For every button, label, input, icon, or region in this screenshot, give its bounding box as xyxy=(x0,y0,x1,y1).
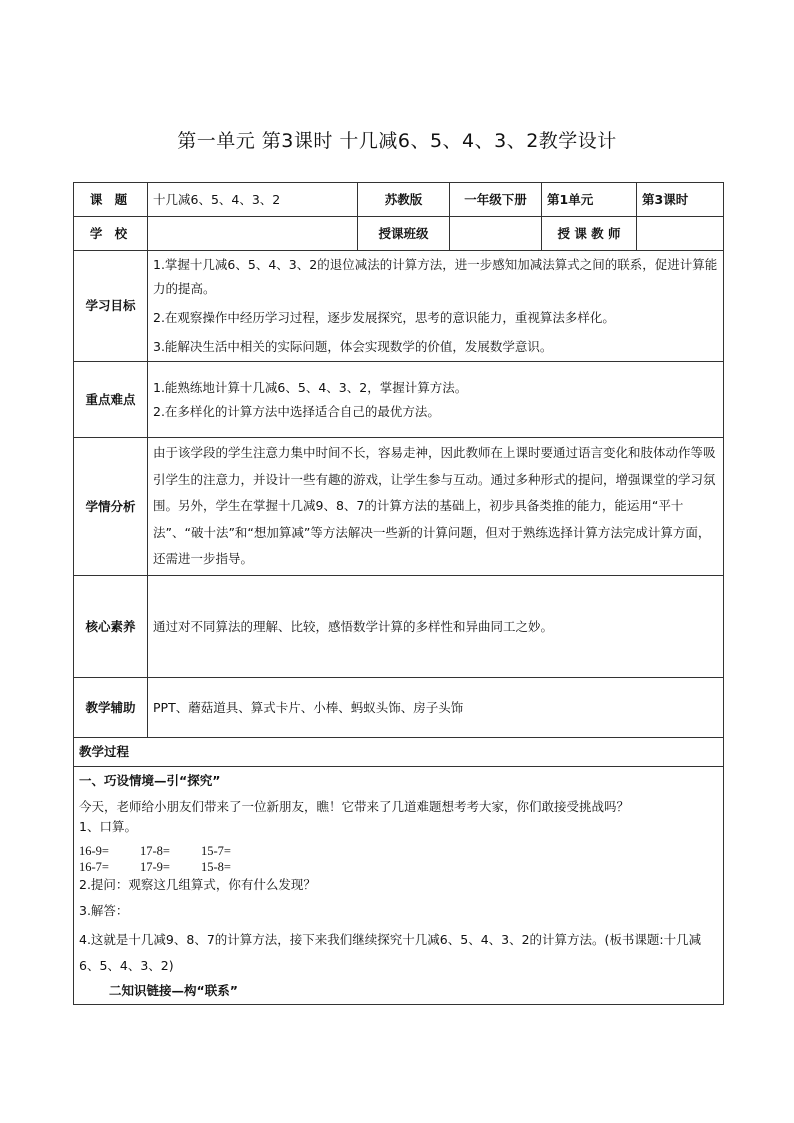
teacher-value xyxy=(637,217,724,251)
calc-item: 17-8= xyxy=(140,843,170,858)
table-row-literacy xyxy=(74,576,724,678)
keypoints-label: 重点难点 xyxy=(74,362,148,438)
aids-content: PPT、蘑菇道具、算式卡片、小棒、蚂蚁头饰、房子头饰 xyxy=(148,678,724,738)
oral-calc-heading: 1、口算。 xyxy=(79,818,137,834)
intro-text: 今天，老师给小朋友们带来了一位新朋友，瞧！它带来了几道难题想考考大家，你们敢接受挑战吗？ xyxy=(79,798,630,814)
analysis-label: 学情分析 xyxy=(74,438,148,576)
analysis-content: 由于该学段的学生注意力集中时间不长，容易走神，因此教师在上课时要通过语言变化和肢体动作等吸引学生的注意力，并设计一些有趣的游戏，让学生参与互动。通过多种形式的提问，增强课堂的学习氛围。另外，学生在掌握十几减9、8、7的计算方法的基础上，初步具备类推的能力，能运用“平十法”、“破十法”和“想加算减”等方法解决一些新的计算问题，但对于熟练选择计算方法完成计算方面，还需进一步指导。 xyxy=(148,438,724,576)
question-text: 2.提问：观察这几组算式，你有什么发现？ xyxy=(79,876,316,892)
table-row-aids xyxy=(74,678,724,738)
section-heading: 二知识链接—构“联系” xyxy=(109,982,238,998)
literacy-content: 通过对不同算法的理解、比较，感悟数学计算的多样性和异曲同工之妙。 xyxy=(148,576,724,678)
process-content xyxy=(74,767,724,1005)
aids-label: 教学辅助 xyxy=(74,678,148,738)
calc-item: 16-9= xyxy=(79,843,109,858)
class-value xyxy=(450,217,542,251)
topic-value: 十几减6、5、4、3、2 xyxy=(148,183,358,217)
unit-value: 第1单元 xyxy=(542,183,637,217)
calc-item: 16-7= xyxy=(79,859,109,874)
calc-row xyxy=(79,859,718,875)
answer-text: 3.解答： xyxy=(79,902,129,918)
literacy-label: 核心素养 xyxy=(74,576,148,678)
table-row-goals xyxy=(74,251,724,362)
calc-row xyxy=(79,843,718,859)
topic-label: 课 题 xyxy=(74,183,148,217)
keypoint-item: 2.在多样化的计算方法中选择适合自己的最优方法。 xyxy=(153,403,440,419)
goals-label: 学习目标 xyxy=(74,251,148,362)
edition-value: 苏教版 xyxy=(358,183,450,217)
section-heading: 一、巧设情境—引“探究” xyxy=(79,772,221,788)
keypoint-item: 1.能熟练地计算十几减6、5、4、3、2，掌握计算方法。 xyxy=(153,379,468,395)
calc-item: 17-9= xyxy=(140,859,170,874)
goals-content xyxy=(148,251,724,362)
goal-item: 1.掌握十几减6、5、4、3、2的退位减法的计算方法，进一步感知加减法算式之间的联系，促进计算能力的提高。 xyxy=(153,257,718,296)
summary-text: 4.这就是十几减9、8、7的计算方法，接下来我们继续探究十几减6、5、4、3、2的计算方法。(板书课题:十几减6、5、4、3、2) xyxy=(79,931,702,973)
lesson-plan-table xyxy=(73,182,724,1005)
table-row-process-header xyxy=(74,738,724,767)
keypoints-content xyxy=(148,362,724,438)
class-label: 授课班级 xyxy=(358,217,450,251)
table-row-process xyxy=(74,767,724,1005)
goal-item: 3.能解决生活中相关的实际问题，体会实现数学的价值，发展数学意识。 xyxy=(153,339,553,354)
goal-item: 2.在观察操作中经历学习过程，逐步发展探究，思考的意识能力，重视算法多样化。 xyxy=(153,310,615,325)
table-row-analysis xyxy=(74,438,724,576)
teacher-label: 授 课 教 师 xyxy=(542,217,637,251)
calc-item: 15-8= xyxy=(201,859,231,874)
calc-item: 15-7= xyxy=(201,843,231,858)
table-row-topic xyxy=(74,183,724,217)
table-row-school xyxy=(74,217,724,251)
table-row-keypoints xyxy=(74,362,724,438)
page-title: 第一单元 第3课时 十几减6、5、4、3、2教学设计 xyxy=(177,130,617,152)
school-label: 学 校 xyxy=(74,217,148,251)
lesson-value: 第3课时 xyxy=(637,183,724,217)
process-label: 教学过程 xyxy=(74,738,724,767)
school-value xyxy=(148,217,358,251)
grade-value: 一年级下册 xyxy=(450,183,542,217)
